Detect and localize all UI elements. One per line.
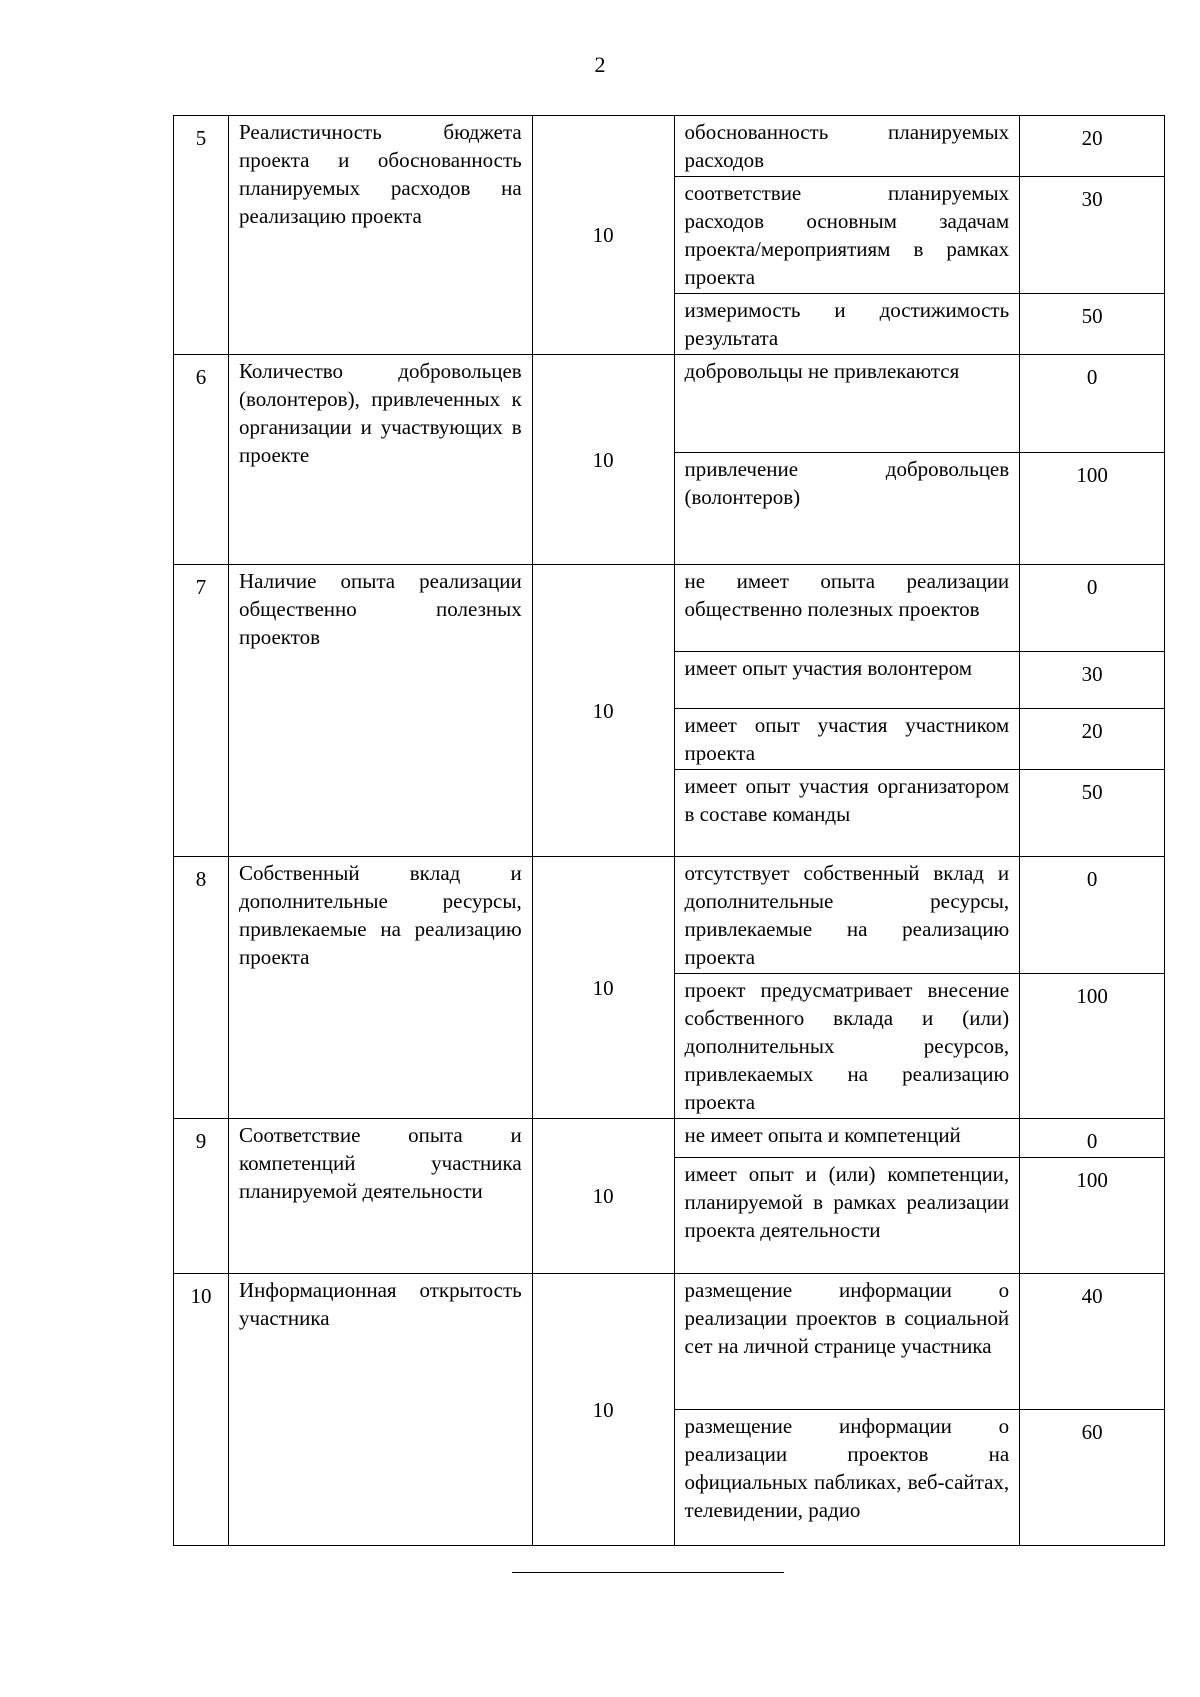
indicator-text: имеет опыт и (или) компетенции, планируемой в рамках реализации проекта деятельности: [674, 1158, 1020, 1274]
criterion-number: 7: [174, 565, 229, 857]
table-row: [174, 565, 1165, 652]
criterion-weight: 10: [532, 565, 674, 857]
indicator-text: имеет опыт участия участником проекта: [674, 709, 1020, 770]
criteria-table: [173, 115, 1165, 1546]
indicator-score: 20: [1020, 116, 1165, 177]
indicator-score: 0: [1020, 565, 1165, 652]
table-row: [174, 1274, 1165, 1410]
table-row: [174, 1119, 1165, 1158]
indicator-score: 50: [1020, 770, 1165, 857]
indicator-text: добровольцы не привлекаются: [674, 355, 1020, 453]
indicator-score: 20: [1020, 709, 1165, 770]
criterion-weight: 10: [532, 116, 674, 355]
page-number: 2: [594, 52, 606, 77]
indicator-text: привлечение добровольцев (волонтеров): [674, 453, 1020, 565]
criterion-weight: 10: [532, 1119, 674, 1274]
criterion-name: Реалистичность бюджета проекта и обоснованность планируемых расходов на реализацию проекта: [228, 116, 532, 355]
criterion-name: Информационная открытость участника: [228, 1274, 532, 1546]
criterion-number: 8: [174, 857, 229, 1119]
indicator-text: измеримость и достижимость результата: [674, 294, 1020, 355]
criterion-name: Наличие опыта реализации общественно полезных проектов: [228, 565, 532, 857]
indicator-text: обоснованность планируемых расходов: [674, 116, 1020, 177]
criteria-table-body: [174, 116, 1165, 1546]
indicator-score: 0: [1020, 355, 1165, 453]
criterion-weight: 10: [532, 857, 674, 1119]
indicator-text: соответствие планируемых расходов основным задачам проекта/мероприятиям в рамках проекта: [674, 177, 1020, 294]
table-row: [174, 857, 1165, 974]
indicator-text: отсутствует собственный вклад и дополнительные ресурсы, привлекаемые на реализацию проекта: [674, 857, 1020, 974]
indicator-score: 50: [1020, 294, 1165, 355]
table-row: [174, 355, 1165, 453]
indicator-text: имеет опыт участия волонтером: [674, 652, 1020, 709]
indicator-score: 0: [1020, 1119, 1165, 1158]
criterion-weight: 10: [532, 1274, 674, 1546]
criterion-name: Количество добровольцев (волонтеров), привлеченных к организации и участвующих в проекте: [228, 355, 532, 565]
indicator-score: 60: [1020, 1410, 1165, 1546]
indicator-text: не имеет опыта и компетенций: [674, 1119, 1020, 1158]
indicator-text: не имеет опыта реализации общественно полезных проектов: [674, 565, 1020, 652]
indicator-score: 100: [1020, 453, 1165, 565]
criterion-weight: 10: [532, 355, 674, 565]
indicator-score: 0: [1020, 857, 1165, 974]
indicator-text: размещение информации о реализации проектов на официальных пабликах, веб-сайтах, телевидении, радио: [674, 1410, 1020, 1546]
criterion-number: 10: [174, 1274, 229, 1546]
end-of-document-line: [512, 1572, 784, 1573]
criterion-number: 9: [174, 1119, 229, 1274]
indicator-score: 100: [1020, 974, 1165, 1119]
indicator-text: имеет опыт участия организатором в составе команды: [674, 770, 1020, 857]
criterion-name: Соответствие опыта и компетенций участника планируемой деятельности: [228, 1119, 532, 1274]
indicator-text: проект предусматривает внесение собственного вклада и (или) дополнительных ресурсов, привлекаемых на реализацию проекта: [674, 974, 1020, 1119]
indicator-score: 100: [1020, 1158, 1165, 1274]
indicator-text: размещение информации о реализации проектов в социальной сет на личной странице участника: [674, 1274, 1020, 1410]
table-row: [174, 116, 1165, 177]
criterion-number: 5: [174, 116, 229, 355]
indicator-score: 40: [1020, 1274, 1165, 1410]
criterion-number: 6: [174, 355, 229, 565]
indicator-score: 30: [1020, 177, 1165, 294]
indicator-score: 30: [1020, 652, 1165, 709]
criterion-name: Собственный вклад и дополнительные ресурсы, привлекаемые на реализацию проекта: [228, 857, 532, 1119]
